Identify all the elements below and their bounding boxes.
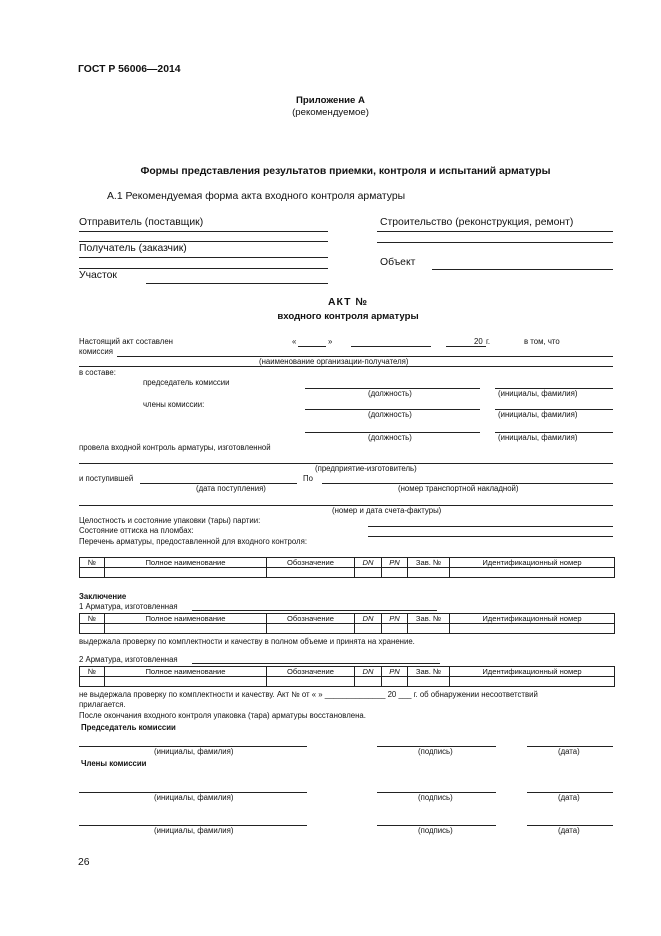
section-title: Формы представления результатов приемки, контроля и испытаний арматуры bbox=[140, 166, 551, 177]
quote-open: « bbox=[292, 337, 297, 346]
col-designation: Обозначение bbox=[267, 667, 355, 677]
col-serial: Зав. № bbox=[408, 614, 450, 624]
position-caption-2: (должность) bbox=[368, 410, 412, 419]
construction-line bbox=[377, 231, 613, 232]
construction-line-2 bbox=[377, 242, 613, 243]
sender-line bbox=[79, 231, 328, 232]
appendix-title: Приложение А bbox=[296, 95, 365, 106]
act-subtitle: входного контроля арматуры bbox=[277, 311, 419, 322]
by-label: По bbox=[303, 474, 313, 483]
quote-close: » bbox=[328, 337, 333, 346]
col-full-name: Полное наименование bbox=[105, 667, 267, 677]
sign-date-3: (дата) bbox=[558, 826, 580, 835]
position-caption-3: (должность) bbox=[368, 433, 412, 442]
initials-caption-1: (инициалы, фамилия) bbox=[498, 389, 578, 398]
subsection-title: А.1 Рекомендуемая форма акта входного контроля арматуры bbox=[107, 191, 406, 202]
in-that-text: в том, что bbox=[524, 337, 560, 346]
items-table-3 bbox=[79, 666, 615, 687]
month-line bbox=[351, 346, 431, 347]
col-designation: Обозначение bbox=[267, 558, 355, 568]
year-suffix: г. bbox=[486, 337, 491, 346]
col-number: № bbox=[80, 614, 105, 624]
conclusion-title: Заключение bbox=[79, 592, 127, 601]
item1-line bbox=[192, 610, 437, 611]
seal-line bbox=[368, 536, 613, 537]
year-prefix: 20 bbox=[474, 337, 483, 346]
sign-signature-1: (подпись) bbox=[418, 747, 453, 756]
site-line bbox=[146, 283, 328, 284]
page-number: 26 bbox=[78, 857, 90, 868]
initials-caption-3: (инициалы, фамилия) bbox=[498, 433, 578, 442]
item2-line bbox=[192, 663, 440, 664]
waybill-caption: (номер транспортной накладной) bbox=[398, 484, 519, 493]
col-dn: DN bbox=[355, 558, 382, 568]
standard-number: ГОСТ Р 56006—2014 bbox=[78, 64, 181, 75]
object-label: Объект bbox=[380, 257, 416, 268]
intro-text: Настоящий акт составлен bbox=[79, 337, 173, 346]
col-designation: Обозначение bbox=[267, 614, 355, 624]
act-title: АКТ № bbox=[328, 297, 368, 308]
seal-label: Состояние оттиска на пломбах: bbox=[79, 526, 194, 535]
object-line bbox=[432, 269, 613, 270]
sign-signature-2: (подпись) bbox=[418, 793, 453, 802]
sign-signature-3: (подпись) bbox=[418, 826, 453, 835]
integrity-line bbox=[368, 526, 613, 527]
chairman-label: председатель комиссии bbox=[143, 378, 230, 387]
items-table-2 bbox=[79, 613, 615, 634]
col-pn: PN bbox=[382, 614, 408, 624]
sign-chairman-label: Председатель комиссии bbox=[81, 723, 176, 732]
year-line bbox=[446, 346, 486, 347]
failed-text: не выдержала проверку по комплектности и качеству. Акт № от « » ______________ 20 ___ г. об обнаружении несоответствий bbox=[79, 690, 538, 699]
col-serial: Зав. № bbox=[408, 558, 450, 568]
sign-initials-3: (инициалы, фамилия) bbox=[154, 826, 234, 835]
construction-label: Строительство (реконструкция, ремонт) bbox=[380, 217, 574, 228]
integrity-label: Целостность и состояние упаковки (тары) партии: bbox=[79, 516, 261, 525]
sender-label: Отправитель (поставщик) bbox=[79, 217, 204, 228]
site-label: Участок bbox=[79, 270, 117, 281]
col-id-number: Идентификационный номер bbox=[450, 667, 615, 677]
day-line bbox=[298, 346, 326, 347]
col-id-number: Идентификационный номер bbox=[450, 558, 615, 568]
passed-text: выдержала проверку по комплектности и качеству в полном объеме и принята на хранение. bbox=[79, 637, 415, 646]
org-caption: (наименование организации-получателя) bbox=[259, 357, 409, 366]
sign-initials-2: (инициалы, фамилия) bbox=[154, 793, 234, 802]
recipient-label: Получатель (заказчик) bbox=[79, 243, 187, 254]
list-label: Перечень арматуры, предоставленной для входного контроля: bbox=[79, 537, 307, 546]
col-number: № bbox=[80, 558, 105, 568]
recipient-line bbox=[79, 257, 328, 258]
col-number: № bbox=[80, 667, 105, 677]
recipient-line-2 bbox=[79, 268, 328, 269]
col-full-name: Полное наименование bbox=[105, 558, 267, 568]
conclusion-item1: 1 Арматура, изготовленная bbox=[79, 602, 178, 611]
appendix-subtitle: (рекомендуемое) bbox=[292, 107, 369, 118]
col-serial: Зав. № bbox=[408, 667, 450, 677]
control-text: провела входной контроль арматуры, изготовленной bbox=[79, 443, 271, 452]
restored-text: После окончания входного контроля упаковка (тара) арматуры восстановлена. bbox=[79, 711, 366, 720]
arrived-label: и поступившей bbox=[79, 474, 134, 483]
manufacturer-caption: (предприятие-изготовитель) bbox=[315, 464, 417, 473]
col-id-number: Идентификационный номер bbox=[450, 614, 615, 624]
col-pn: PN bbox=[382, 667, 408, 677]
position-caption-1: (должность) bbox=[368, 389, 412, 398]
invoice-caption: (номер и дата счета-фактуры) bbox=[332, 506, 442, 515]
sign-date-2: (дата) bbox=[558, 793, 580, 802]
col-dn: DN bbox=[355, 614, 382, 624]
conclusion-item2: 2 Арматура, изготовленная bbox=[79, 655, 178, 664]
col-dn: DN bbox=[355, 667, 382, 677]
composition-label: в составе: bbox=[79, 368, 116, 377]
org-line-2 bbox=[79, 366, 613, 367]
sign-initials-1: (инициалы, фамилия) bbox=[154, 747, 234, 756]
attached-text: прилагается. bbox=[79, 700, 126, 709]
arrival-date-caption: (дата поступления) bbox=[196, 484, 266, 493]
commission-label: комиссия bbox=[79, 347, 113, 356]
items-table-1 bbox=[79, 557, 615, 578]
col-full-name: Полное наименование bbox=[105, 614, 267, 624]
sign-members-label: Члены комиссии bbox=[81, 759, 147, 768]
sender-line-2 bbox=[79, 241, 328, 242]
sign-date-1: (дата) bbox=[558, 747, 580, 756]
members-label: члены комиссии: bbox=[143, 400, 205, 409]
initials-caption-2: (инициалы, фамилия) bbox=[498, 410, 578, 419]
col-pn: PN bbox=[382, 558, 408, 568]
